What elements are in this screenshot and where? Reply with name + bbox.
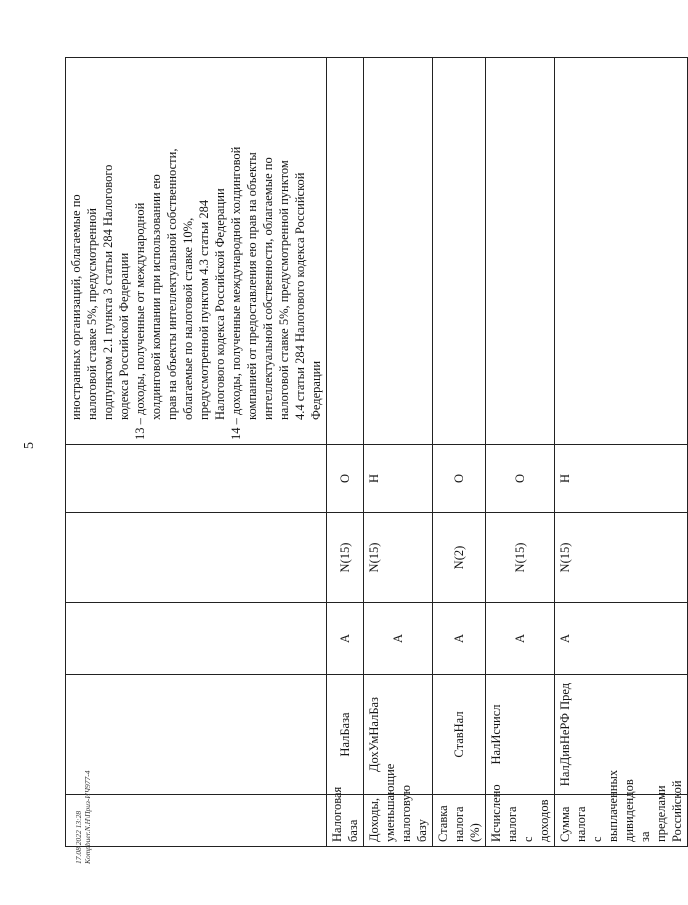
desc-line: облагаемые по налоговой ставке 10%, bbox=[181, 217, 195, 420]
cell-required: Н bbox=[364, 445, 433, 513]
desc-line: компанией от предоставления ею прав на объекты bbox=[245, 152, 259, 420]
cell-format: N(15) bbox=[486, 513, 555, 603]
table-row bbox=[555, 58, 688, 847]
desc-line: интеллектуальной собственности, облагаемые по bbox=[261, 157, 275, 420]
desc-line: Налогового кодекса Российской Федерации bbox=[213, 188, 227, 420]
cell-code: НалБаза bbox=[327, 675, 364, 795]
cell-empty bbox=[486, 58, 555, 445]
cell-type: А bbox=[433, 603, 486, 675]
cell-empty bbox=[364, 58, 433, 445]
cell-empty bbox=[555, 58, 688, 445]
cell-code: НалИсчисл bbox=[486, 675, 555, 795]
table-row-description bbox=[66, 58, 327, 847]
page-number: 5 bbox=[22, 442, 37, 449]
cell-type: А bbox=[327, 603, 364, 675]
desc-item-13: 13 – доходы, полученные от международной bbox=[133, 202, 147, 440]
cell-type: А bbox=[364, 603, 433, 675]
cell-empty bbox=[66, 445, 327, 513]
table-row bbox=[433, 58, 486, 847]
table-row bbox=[327, 58, 364, 847]
desc-line: кодекса Российской Федерации bbox=[117, 252, 131, 420]
cell-field-name: Сумма налога с выплаченных дивидендов за пределами Российской bbox=[555, 795, 688, 847]
footer-path: Kompbuer.N.H\Приз-ИЧ977-4 bbox=[83, 770, 92, 864]
desc-line: 4.4 статьи 284 Налогового кодекса Российской bbox=[293, 172, 307, 420]
cell-field-name: Ставка налога (%) bbox=[433, 795, 486, 847]
cell-code: НалДивНеРФ Пред bbox=[555, 675, 688, 795]
cell-format: N(15) bbox=[327, 513, 364, 603]
desc-item-14: 14 – доходы, полученные международной холдинговой bbox=[229, 146, 243, 440]
cell-format: N(2) bbox=[433, 513, 486, 603]
cell-required: О bbox=[327, 445, 364, 513]
cell-required: Н bbox=[555, 445, 688, 513]
cell-field-name: Исчислено налога с доходов bbox=[486, 795, 555, 847]
footer-date: 17.08.2022 13:28 bbox=[74, 810, 83, 864]
cell-empty bbox=[433, 58, 486, 445]
cell-required: О bbox=[433, 445, 486, 513]
cell-code: ДохУмНалБаз bbox=[364, 675, 433, 795]
desc-line: налоговой ставке 5%, предусмотренной пунктом bbox=[277, 160, 291, 420]
document-footer-stamp bbox=[74, 770, 92, 864]
cell-empty bbox=[327, 58, 364, 445]
cell-empty bbox=[66, 603, 327, 675]
cell-empty bbox=[66, 675, 327, 795]
desc-line: прав на объекты интеллектуальной собственности, bbox=[165, 148, 179, 420]
desc-line: Федерации bbox=[309, 360, 323, 420]
cell-type: А bbox=[486, 603, 555, 675]
cell-field-name: Доходы, уменьшающие налоговую базу bbox=[364, 795, 433, 847]
cell-empty bbox=[66, 513, 327, 603]
rotated-table-container bbox=[65, 57, 684, 847]
table-row bbox=[364, 58, 433, 847]
cell-format: N(15) bbox=[555, 513, 688, 603]
table-row bbox=[486, 58, 555, 847]
cell-field-name: Налоговая база bbox=[327, 795, 364, 847]
cell-code: СтавНал bbox=[433, 675, 486, 795]
desc-line: иностранных организаций, облагаемые по bbox=[69, 194, 83, 420]
cell-format: N(15) bbox=[364, 513, 433, 603]
desc-line: предусмотренной пунктом 4.3 статьи 284 bbox=[197, 199, 211, 420]
field-table bbox=[65, 57, 688, 847]
cell-type: А bbox=[555, 603, 688, 675]
desc-line: холдинговой компании при использовании ею bbox=[149, 174, 163, 420]
desc-line: подпунктом 2.1 пункта 3 статьи 284 Налогового bbox=[101, 164, 115, 420]
cell-description bbox=[66, 58, 327, 445]
cell-required: О bbox=[486, 445, 555, 513]
cell-empty bbox=[66, 795, 327, 847]
desc-line: налоговой ставке 5%, предусмотренной bbox=[85, 208, 99, 420]
